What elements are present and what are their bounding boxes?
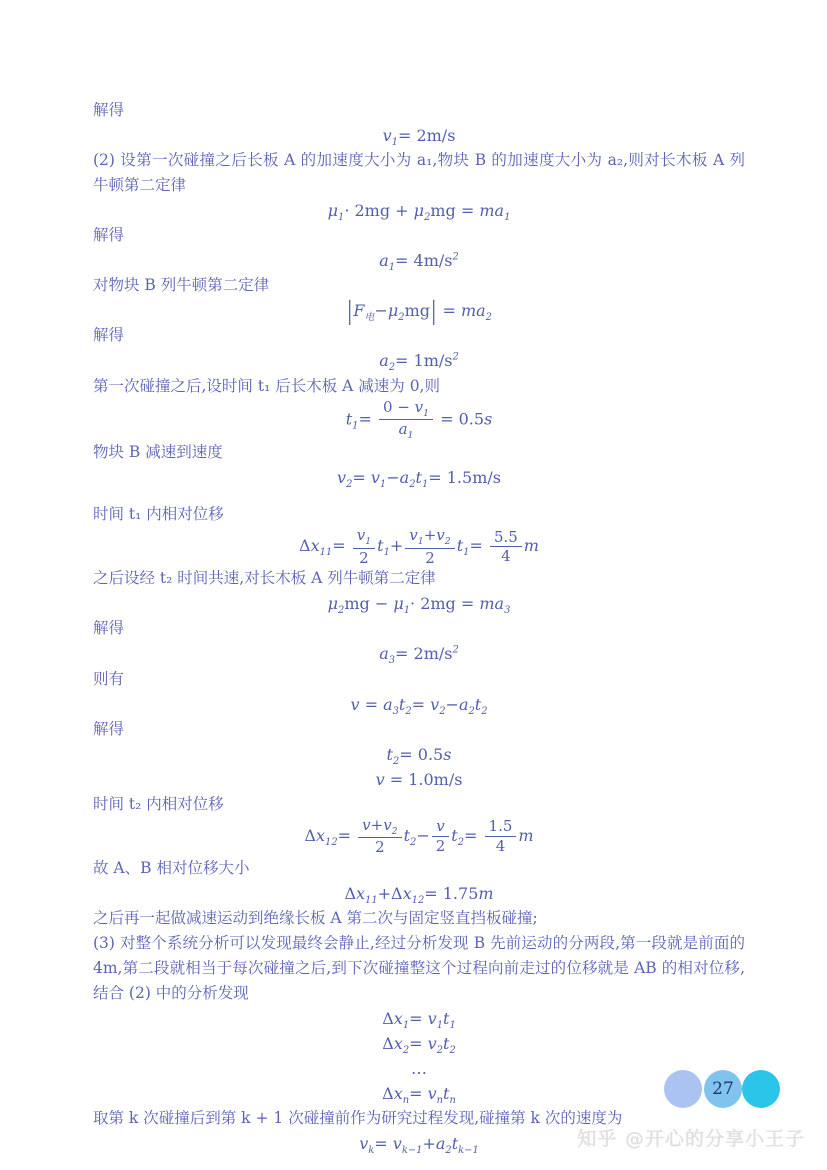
formula-line: $a_2= 1m/s^2$ (379, 351, 459, 374)
text-line: 解得 (93, 101, 125, 119)
text-line: 对物块 B 列牛顿第二定律 (93, 276, 270, 295)
formula-line: $\Delta x_{11}=$ $\frac{v_1}{2}$ $t_1+$ $\frac{v_1+v_2}{2}$ $t_1=$ $\frac{5.5}{4}$ m (299, 526, 539, 567)
formula-line: $a_1= 4m/s^2$ (379, 251, 459, 274)
text-line: 物块 B 减速到速度 (93, 443, 223, 462)
text-line: 解得 (93, 719, 125, 738)
text-line: 解得 (93, 226, 125, 245)
text-line: 则有 (93, 669, 125, 688)
formula-line: v = 1.0m/s (375, 769, 463, 789)
text-line: 第一次碰撞之后,设时间 t₁ 后长木板 A 减速为 0,则 (93, 376, 440, 395)
decorative-circle-right (742, 1070, 780, 1108)
formula-line: $v_k= v_{k-1}+a_2t_{k-1}$ (359, 1134, 479, 1157)
formula-line: $\Delta x_n= v_nt_n$ (382, 1084, 456, 1107)
formula-line: $|F_电-\mu_2mg| = ma_2$ (347, 296, 492, 326)
watermark-text: 知乎 @开心的分享小王子 (577, 1128, 805, 1150)
text-line: 故 A、B 相对位移大小 (93, 858, 250, 877)
page-number-circle (704, 1070, 742, 1108)
text-line: 解得 (93, 619, 125, 638)
text-line: 解得 (93, 326, 125, 345)
formula-line: $a_3= 2m/s^2$ (379, 644, 459, 667)
formula-line: $\Delta x_1= v_1t_1$ (382, 1008, 456, 1032)
text-line: 之后设经 t₂ 时间共速,对长木板 A 列牛顿第二定律 (93, 569, 436, 588)
formula-line: $v_2= v_1-a_2t_1= 1.5m/s$ (337, 468, 501, 491)
text-line: 时间 t₁ 内相对位移 (93, 505, 224, 524)
text-line: (2) 设第一次碰撞之后长板 A 的加速度大小为 a₁,物块 B 的加速度大小为 a₂,则对长木板 A 列牛顿第二定律 (93, 151, 745, 195)
text-line: 之后再一起做减速运动到绝缘长板 A 第二次与固定竖直挡板碰撞; (93, 908, 538, 927)
page-number: 27 (712, 1079, 734, 1099)
page-footer (664, 1070, 784, 1108)
text-line: (3) 对整个系统分析可以发现最终会静止,经过分析发现 B 先前运动的分两段,第一段就是前面的 4m,第二段就相当于每次碰撞之后,到下次碰撞整这个过程向前走过的位移就是 AB 的相对位移,结合 (2) 中的分析发现 (93, 933, 745, 1002)
formula-line: $v = a_3t_2= v_2-a_2t_2$ (350, 694, 488, 717)
formula-line: $v_1= 2m/s$ (382, 126, 456, 149)
formula-line: $t_1=$ $\frac{0 - v_1}{a_1}$ = 0.5s (345, 397, 493, 441)
formula-line: $\Delta x_{11}+\Delta x_{12}= 1.75m$ (344, 883, 494, 907)
formula-line: $t_2= 0.5s$ (386, 744, 452, 767)
document-content (93, 98, 745, 1156)
text-line: 时间 t₂ 内相对位移 (93, 794, 224, 813)
text-line: 取第 k 次碰撞后到第 k + 1 次碰撞前作为研究过程发现,碰撞第 k 次的速度为 (93, 1109, 623, 1128)
formula-line: $\mu_2mg - \mu_1\cdot 2mg = ma_3$ (327, 594, 511, 617)
formula-line: $\Delta x_2= v_2t_2$ (382, 1034, 456, 1057)
decorative-circle-left (664, 1070, 702, 1108)
formula-line: $\Delta x_{12}=$ $\frac{v+v_2}{2}$ $t_2-$ $\frac{v}{2}$ $t_2=$ $\frac{1.5}{4}$ m (304, 815, 534, 857)
formula-line: $\mu_1\cdot 2mg + \mu_2mg = ma_1$ (327, 201, 511, 224)
formula-line: … (411, 1059, 427, 1079)
